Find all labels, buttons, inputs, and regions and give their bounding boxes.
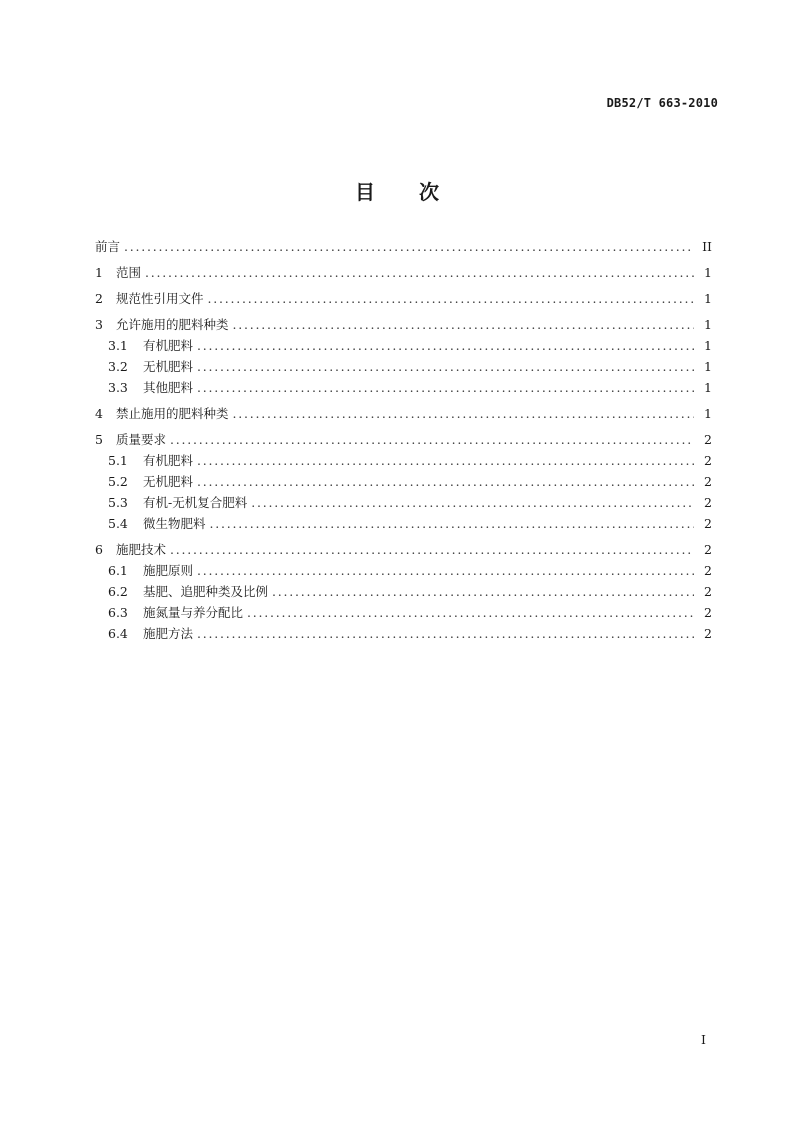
toc-dot-leader (210, 513, 694, 534)
toc-entry-label: 其他肥料 (143, 380, 194, 395)
toc-entry-page: 1 (704, 265, 712, 280)
toc-title-right: 次 (419, 180, 439, 204)
toc-entry-label: 基肥、追肥种类及比例 (143, 584, 269, 599)
toc-entry-number: 5.3 (108, 495, 128, 510)
toc-entry-number: 5.4 (108, 516, 128, 531)
toc-dot-leader (233, 403, 694, 424)
toc-entry-3[interactable] (95, 314, 712, 335)
toc-entry-number: 1 (95, 265, 103, 280)
toc-entry-label: 允许施用的肥料种类 (116, 317, 229, 332)
toc-entry-5-4[interactable] (95, 513, 712, 534)
toc-entry-label: 质量要求 (116, 432, 167, 447)
toc-entry-number: 3.3 (108, 380, 128, 395)
toc-entry-number: 3.1 (108, 338, 128, 353)
toc-entry-5-3[interactable] (95, 492, 712, 513)
toc-entry-number: 5 (95, 432, 103, 447)
toc-entry-4[interactable] (95, 403, 712, 424)
toc-dot-leader (251, 492, 694, 513)
toc-entry-label: 禁止施用的肥料种类 (116, 406, 229, 421)
toc-entry-page: 2 (704, 626, 712, 641)
toc-dot-leader (272, 581, 694, 602)
toc-entry-number: 6.1 (108, 563, 128, 578)
toc-entry-6[interactable] (95, 539, 712, 560)
toc-entry-6-2[interactable] (95, 581, 712, 602)
toc-entry-number: 6.4 (108, 626, 128, 641)
toc-dot-leader (170, 539, 694, 560)
toc-entry-6-3[interactable] (95, 602, 712, 623)
toc-entry-5-2[interactable] (95, 471, 712, 492)
toc-entry-number: 3.2 (108, 359, 128, 374)
toc-entry-label: 施肥技术 (116, 542, 167, 557)
toc-entry-label: 施氮量与养分配比 (143, 605, 244, 620)
toc-dot-leader (208, 288, 694, 309)
toc-entry-page: 2 (704, 432, 712, 447)
toc-entry-number: 6 (95, 542, 103, 557)
toc-entry-label: 范围 (116, 265, 142, 280)
document-id: DB52/T 663-2010 (606, 96, 718, 110)
toc-entry-number: 4 (95, 406, 103, 421)
toc-entry-page: II (702, 239, 712, 254)
toc-entry-page: 2 (704, 605, 712, 620)
toc-entry-6-1[interactable] (95, 560, 712, 581)
toc-entry-page: 2 (704, 453, 712, 468)
toc-title-left: 目 (355, 180, 375, 204)
toc-entry-page: 2 (704, 584, 712, 599)
table-of-contents (95, 236, 712, 644)
toc-entry-5-1[interactable] (95, 450, 712, 471)
toc-entry-label: 有机-无机复合肥料 (143, 495, 248, 510)
toc-dot-leader (233, 314, 694, 335)
toc-entry-number: 6.3 (108, 605, 128, 620)
toc-entry-number: 2 (95, 291, 103, 306)
toc-entry-number: 5.1 (108, 453, 128, 468)
toc-entry-page: 2 (704, 495, 712, 510)
toc-entry-page: 1 (704, 359, 712, 374)
toc-entry-3-2[interactable] (95, 356, 712, 377)
toc-dot-leader (247, 602, 694, 623)
toc-entry-page: 2 (704, 542, 712, 557)
toc-entry-page: 1 (704, 380, 712, 395)
toc-entry-label: 施肥原则 (143, 563, 194, 578)
toc-entry-label: 前言 (95, 239, 121, 254)
toc-entry-label: 无机肥料 (143, 474, 194, 489)
toc-entry-label: 有机肥料 (143, 338, 194, 353)
toc-entry-label: 有机肥料 (143, 453, 194, 468)
toc-entry-label: 规范性引用文件 (116, 291, 204, 306)
toc-dot-leader (197, 623, 694, 644)
toc-dot-leader (124, 236, 694, 257)
toc-dot-leader (197, 356, 694, 377)
toc-entry-page: 1 (704, 338, 712, 353)
toc-entry-label: 无机肥料 (143, 359, 194, 374)
toc-entry-page: 1 (704, 406, 712, 421)
toc-dot-leader (197, 450, 694, 471)
toc-entry-label: 微生物肥料 (143, 516, 206, 531)
toc-dot-leader (145, 262, 694, 283)
toc-entry-6-4[interactable] (95, 623, 712, 644)
toc-dot-leader (197, 560, 694, 581)
toc-entry-page: 2 (704, 563, 712, 578)
toc-entry-page: 1 (704, 291, 712, 306)
toc-entry-page: 2 (704, 516, 712, 531)
toc-entry-3-1[interactable] (95, 335, 712, 356)
toc-dot-leader (197, 471, 694, 492)
toc-entry-1[interactable] (95, 262, 712, 283)
toc-entry-page: 1 (704, 317, 712, 332)
toc-entry-5[interactable] (95, 429, 712, 450)
toc-entry-foreword[interactable] (95, 236, 712, 257)
toc-title (0, 176, 794, 205)
toc-dot-leader (197, 335, 694, 356)
toc-entry-label: 施肥方法 (143, 626, 194, 641)
toc-entry-number: 5.2 (108, 474, 128, 489)
page-number: I (701, 1032, 706, 1047)
toc-entry-number: 6.2 (108, 584, 128, 599)
toc-dot-leader (170, 429, 694, 450)
toc-entry-number: 3 (95, 317, 103, 332)
toc-dot-leader (197, 377, 694, 398)
toc-entry-page: 2 (704, 474, 712, 489)
toc-entry-3-3[interactable] (95, 377, 712, 398)
toc-entry-2[interactable] (95, 288, 712, 309)
